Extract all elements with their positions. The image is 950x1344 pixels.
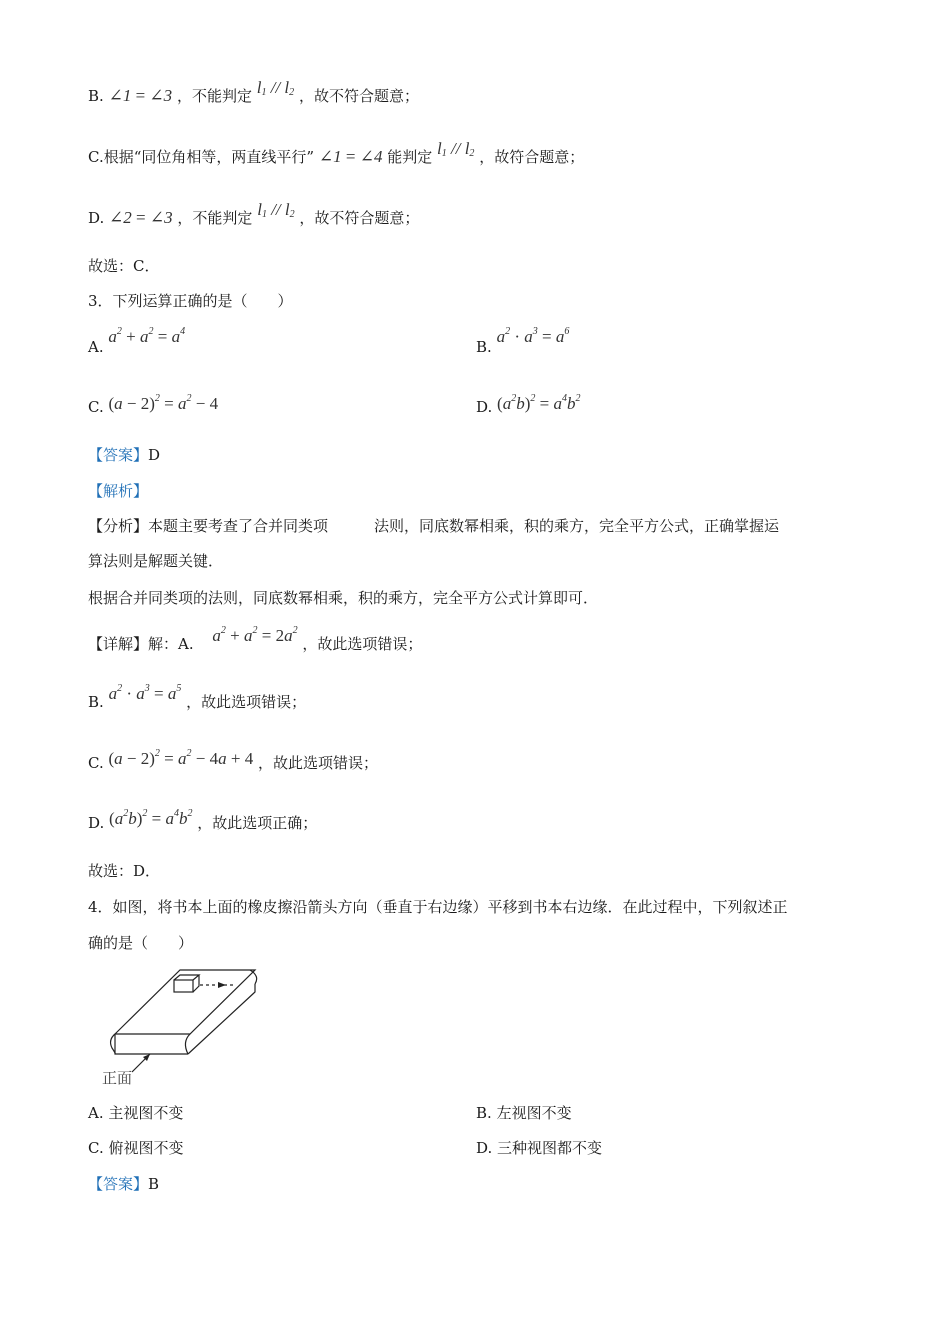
q3-analysis-tag: [88, 481, 148, 501]
q3-detail-d: [88, 808, 318, 833]
q4-a-label: A.: [88, 1104, 104, 1122]
q3-detail-b-expr: $a^2 \cdot a^3 = a^5$: [108, 683, 182, 703]
detail-tag: 【详解】: [88, 635, 149, 653]
q2-c-mid: 能判定: [387, 148, 433, 166]
q3-a-expr: $a^2 + a^2 = a^4$: [108, 326, 186, 346]
fenxi-text-b: 法则，同底数幂相乘，积的乘方，完全平方公式，正确掌握运: [374, 517, 780, 535]
q2-d-expr: ∠2 = ∠3: [109, 208, 173, 227]
book-front-face: [115, 1034, 188, 1054]
answer-tag: 【答案】: [88, 446, 149, 464]
q3-option-d: [476, 393, 581, 417]
q2-choice: 故选：C．: [88, 257, 160, 275]
q3-detail-c-expr: $(a - 2)^2 = a^2 - 4a + 4$: [108, 748, 254, 768]
q4-a-text: 主视图不变: [108, 1104, 184, 1122]
fenxi-tag: 【分析】: [88, 517, 149, 535]
q3-d-label: D.: [476, 398, 493, 416]
q4-d-label: D.: [476, 1139, 493, 1157]
q3-answer: [88, 445, 160, 465]
q2-d-mid: ，不能判定: [177, 209, 253, 227]
q3-answer-value: D: [148, 446, 161, 464]
q2-c-label: C.根据“同位角相等，两直线平行”: [88, 148, 315, 166]
q3-option-b: [476, 326, 570, 357]
q4-c-text: 俯视图不变: [108, 1139, 184, 1157]
q3-b-expr: $a^2 \cdot a^3 = a^6$: [496, 326, 570, 346]
move-arrowhead: [218, 982, 226, 988]
q3-detail-b: [88, 683, 307, 712]
q4-option-d: [476, 1138, 602, 1158]
q3-choice: 故选：D．: [88, 862, 161, 880]
q4-option-b: [476, 1103, 572, 1123]
q4-answer-value: B: [148, 1175, 160, 1193]
q4-b-text: 左视图不变: [496, 1104, 572, 1122]
detail-prefix: 解：A.: [148, 635, 194, 653]
q2-option-d: [88, 200, 420, 228]
q4-d-text: 三种视图都不变: [497, 1139, 603, 1157]
q3-detail-c-label: C.: [88, 754, 104, 772]
book-front-right-curl: [185, 1034, 190, 1054]
q3-detail-b-label: B.: [88, 693, 104, 711]
q3-detail-c: [88, 748, 378, 773]
q4-stem-line1: 4．如图，将书本上面的橡皮擦沿箭头方向（垂直于右边缘）平移到书本右边缘．在此过程中，下列叙述正: [88, 898, 788, 916]
q3-fenxi-line1: [88, 516, 779, 536]
q3-option-c: [88, 393, 219, 417]
q3-b-label: B.: [476, 338, 492, 356]
q3-option-a: [88, 326, 186, 357]
q3-detail-a-verdict: ，故此选项错误；: [302, 635, 423, 653]
q2-c-expr: ∠1 = ∠4: [318, 147, 383, 166]
q2-d-suffix: ，故不符合题意；: [299, 209, 420, 227]
eraser-top: [174, 975, 199, 980]
q4-option-a: [88, 1103, 183, 1123]
q2-b-lines: $l_1 // l_2$: [256, 78, 295, 98]
q2-option-b: [88, 78, 419, 106]
q3-c-expr: $(a - 2)^2 = a^2 - 4$: [108, 393, 219, 413]
q3-method: 根据合并同类项的法则，同底数幂相乘，积的乘方，完全平方公式计算即可．: [88, 589, 599, 607]
q2-d-label: D.: [88, 209, 105, 227]
q3-fenxi-line2: 算法则是解题关键．: [88, 552, 224, 570]
q2-option-c: [88, 139, 585, 167]
q2-c-lines: $l_1 // l_2$: [437, 139, 475, 159]
q3-detail-b-verdict: ，故此选项错误；: [186, 693, 307, 711]
q3-detail-d-label: D.: [88, 814, 105, 832]
q3-d-expr: $(a^2b)^2 = a^4b^2$: [497, 393, 581, 413]
q3-detail-d-verdict: ，故此选项正确；: [197, 814, 318, 832]
q4-c-label: C.: [88, 1139, 104, 1157]
q2-c-suffix: ，故符合题意；: [479, 148, 585, 166]
q3-a-label: A.: [88, 338, 104, 356]
q4-answer-tag: 【答案】: [88, 1175, 149, 1193]
q4-answer: [88, 1174, 159, 1194]
q4-b-label: B.: [476, 1104, 492, 1122]
q3-detail-a-expr: $a^2 + a^2 = 2a^2$: [212, 625, 298, 645]
analysis-tag: 【解析】: [88, 482, 149, 500]
book-top-curl: [250, 970, 257, 984]
q3-detail-a: [88, 625, 423, 654]
q3-stem: 3．下列运算正确的是（ ）: [88, 292, 293, 310]
q2-b-suffix: ，故不符合题意；: [298, 87, 419, 105]
book-right-face: [188, 984, 255, 1054]
figure-label-front: 正面: [102, 1069, 133, 1087]
q4-option-c: [88, 1138, 184, 1158]
q3-detail-c-verdict: ，故此选项错误；: [257, 754, 378, 772]
fenxi-text-a: 本题主要考查了合并同类项: [148, 517, 329, 535]
q2-b-label: B.: [88, 87, 104, 105]
q4-stem-line2: 确的是（ ）: [88, 934, 194, 952]
q2-b-mid: ，不能判定: [176, 87, 252, 105]
q2-b-expr: ∠1 = ∠3: [108, 86, 173, 105]
q3-detail-d-expr: $(a^2b)^2 = a^4b^2$: [109, 808, 193, 828]
q3-c-label: C.: [88, 398, 104, 416]
q2-d-lines: $l_1 // l_2$: [257, 200, 295, 220]
eraser-box: [174, 980, 193, 992]
